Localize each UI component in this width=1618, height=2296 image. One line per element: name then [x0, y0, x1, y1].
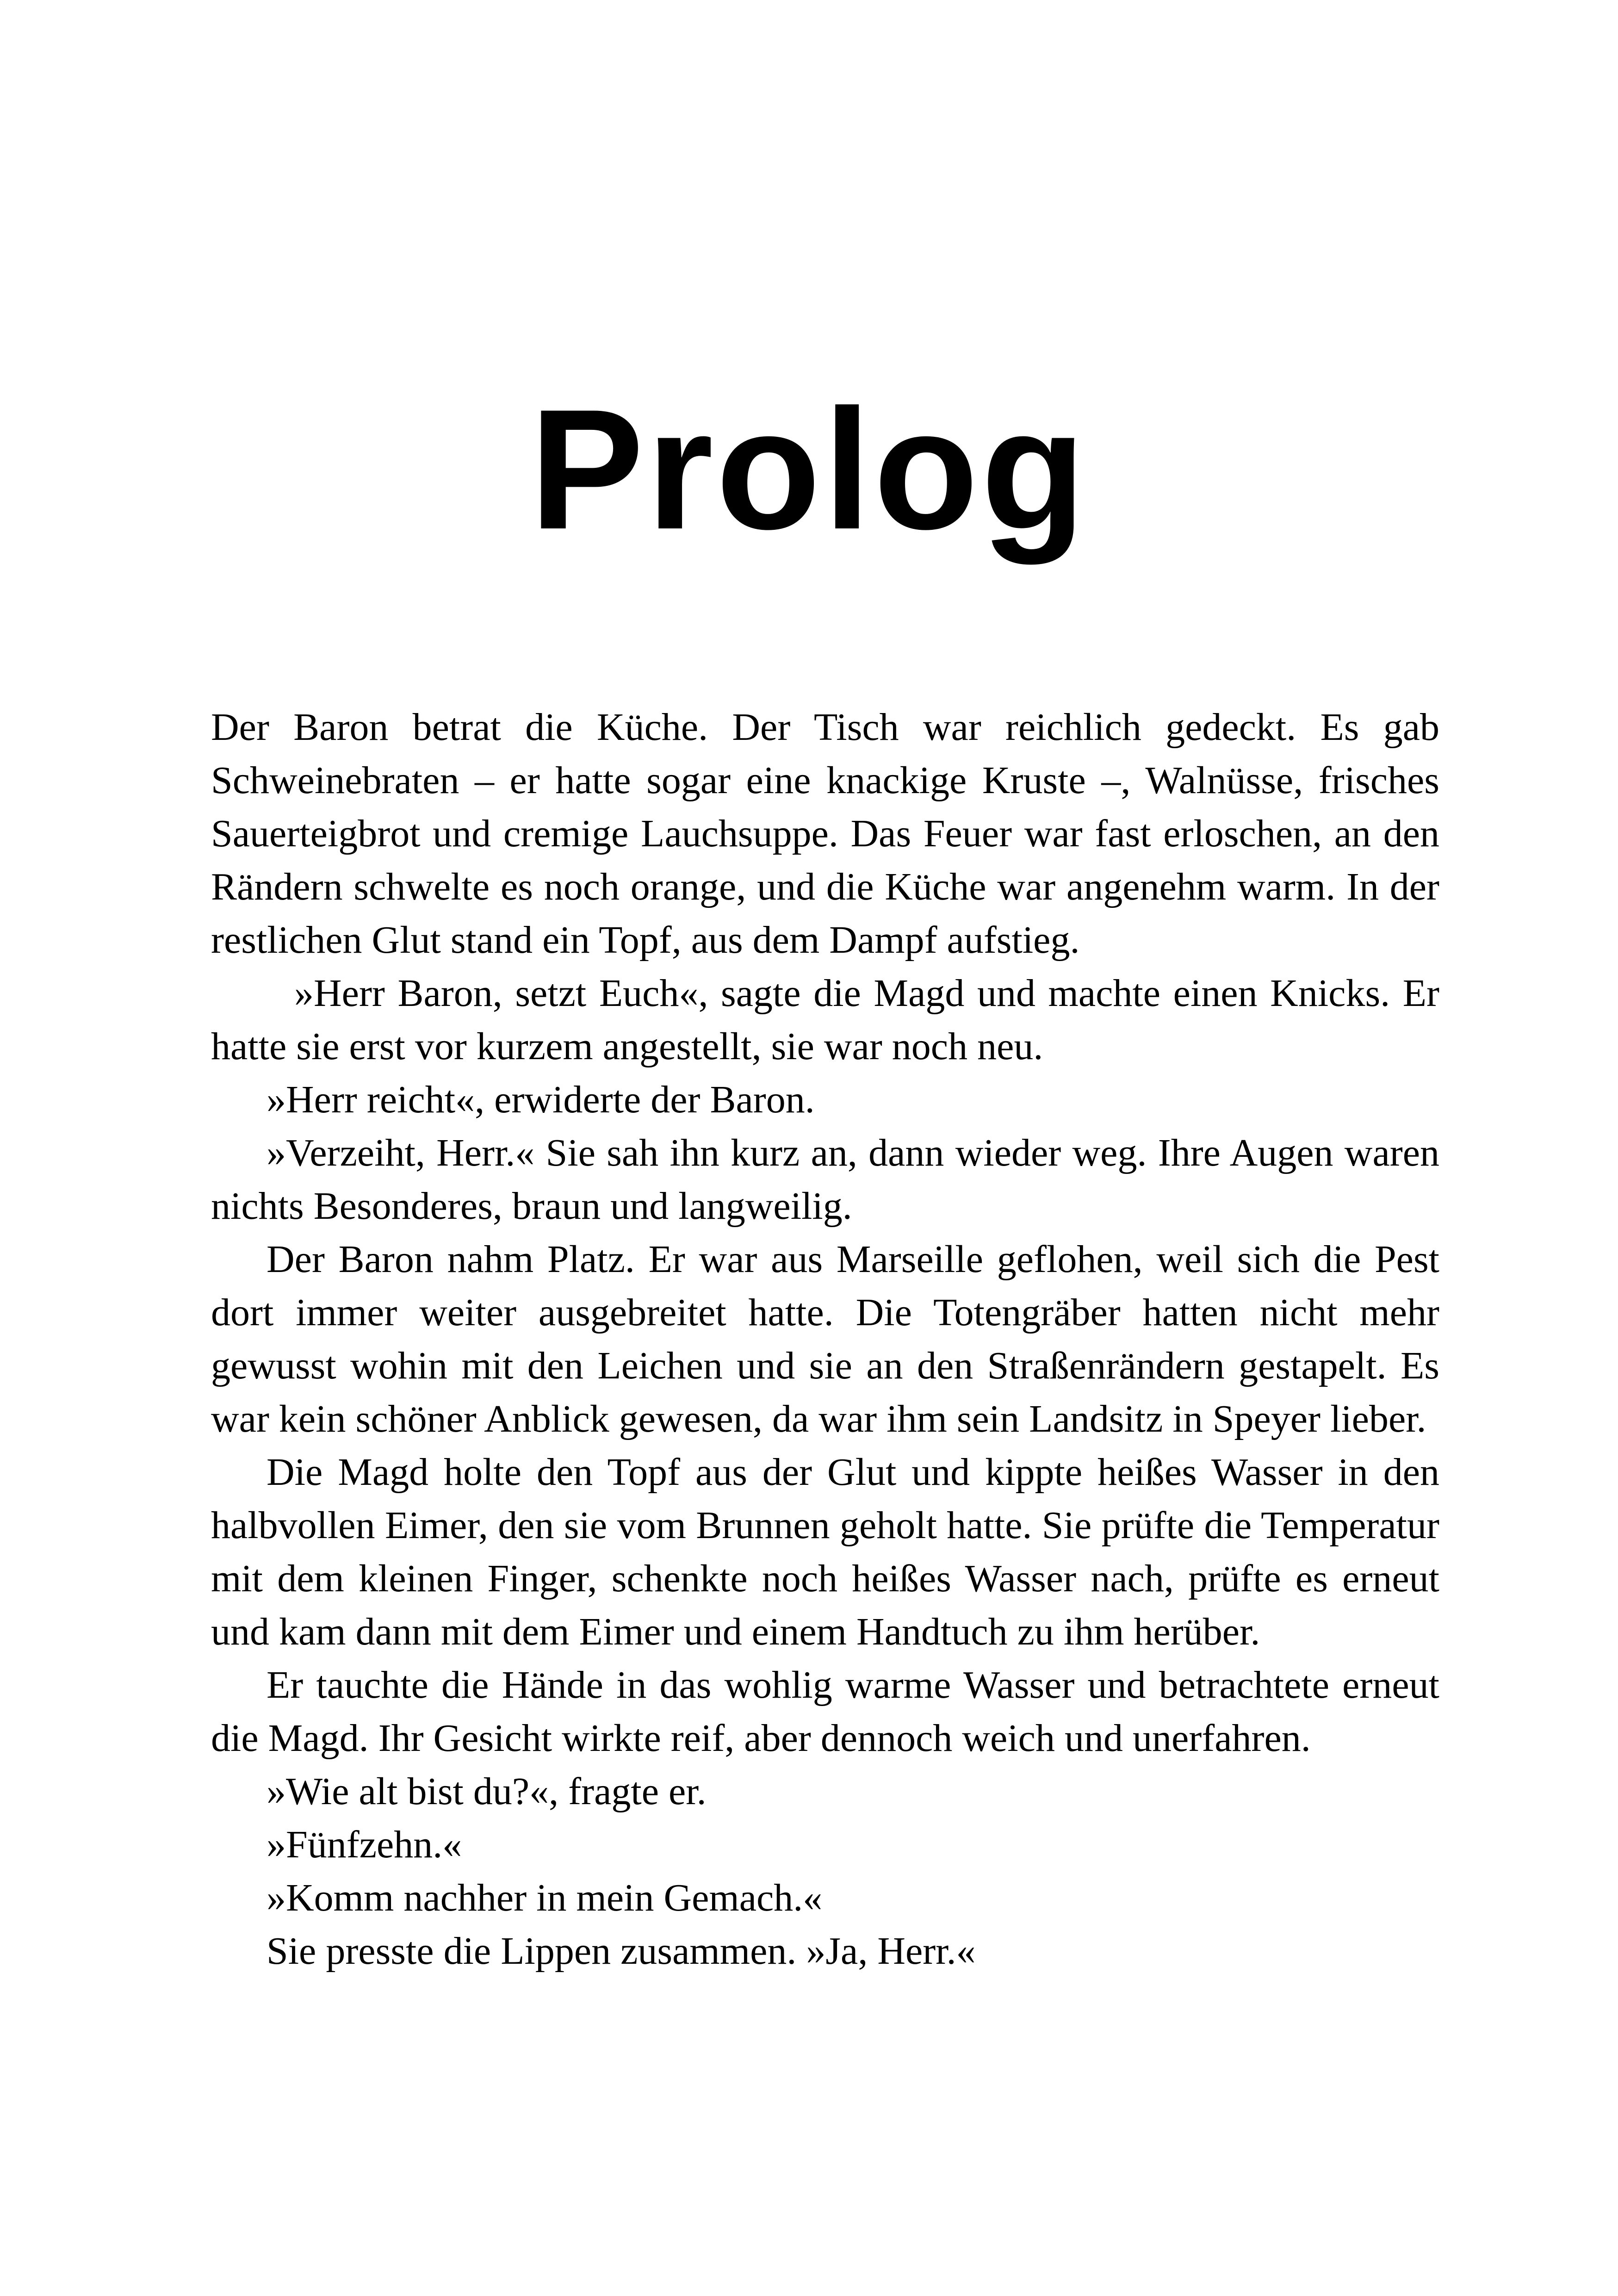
paragraph: Die Magd holte den Topf aus der Glut und kippte heißes Wasser in den halbvollen Eimer, den sie vom Brunnen geholt hatte. Sie prüfte die Temperatur mit dem kleinen Finger, schenkte noch heißes Wasser nach, prüfte es erneut und kam dann mit dem Eimer und einem Handtuch zu ihm herüber.: [211, 1451, 1439, 1653]
paragraph: Der Baron betrat die Küche. Der Tisch war reichlich gedeckt. Es gab Schweinebraten – er hatte sogar eine knackige Kruste –, Walnüsse, frisches Sauerteigbrot und cremige Lauchsuppe. Das Feuer war fast erloschen, an den Rändern schwelte es noch orange, und die Küche war angenehm warm. In der restlichen Glut stand ein Topf, aus dem Dampf aufstieg.: [211, 706, 1439, 962]
paragraph: »Herr Baron, setzt Euch«, sagte die Magd und machte einen Knicks. Er hatte sie erst vor kurzem angestellt, sie war noch neu.: [211, 972, 1439, 1068]
paragraph: Sie presste die Lippen zusammen. »Ja, Herr.«: [267, 1930, 976, 1973]
paragraph: Der Baron nahm Platz. Er war aus Marseille geflohen, weil sich die Pest dort immer weiter ausgebreitet hatte. Die Totengräber hatten nicht mehr gewusst wohin mit den Leichen und sie an den Straßenrändern gestapelt. Es war kein schöner Anblick gewesen, da war ihm sein Landsitz in Speyer lieber.: [211, 1238, 1439, 1440]
chapter-title: Prolog: [529, 374, 1089, 565]
paragraph: »Wie alt bist du?«, fragte er.: [267, 1770, 707, 1813]
paragraph: »Komm nachher in mein Gemach.«: [267, 1876, 823, 1919]
paragraph: »Fünfzehn.«: [267, 1823, 462, 1866]
paragraph: »Herr reicht«, erwiderte der Baron.: [267, 1078, 815, 1121]
paragraph: Er tauchte die Hände in das wohlig warme Wasser und betrachtete erneut die Magd. Ihr Gesicht wirkte reif, aber dennoch weich und unerfahren.: [211, 1663, 1439, 1760]
chapter-body: [211, 701, 1439, 1978]
paragraph: »Verzeiht, Herr.« Sie sah ihn kurz an, dann wieder weg. Ihre Augen waren nichts Besonderes, braun und langweilig.: [211, 1131, 1439, 1228]
